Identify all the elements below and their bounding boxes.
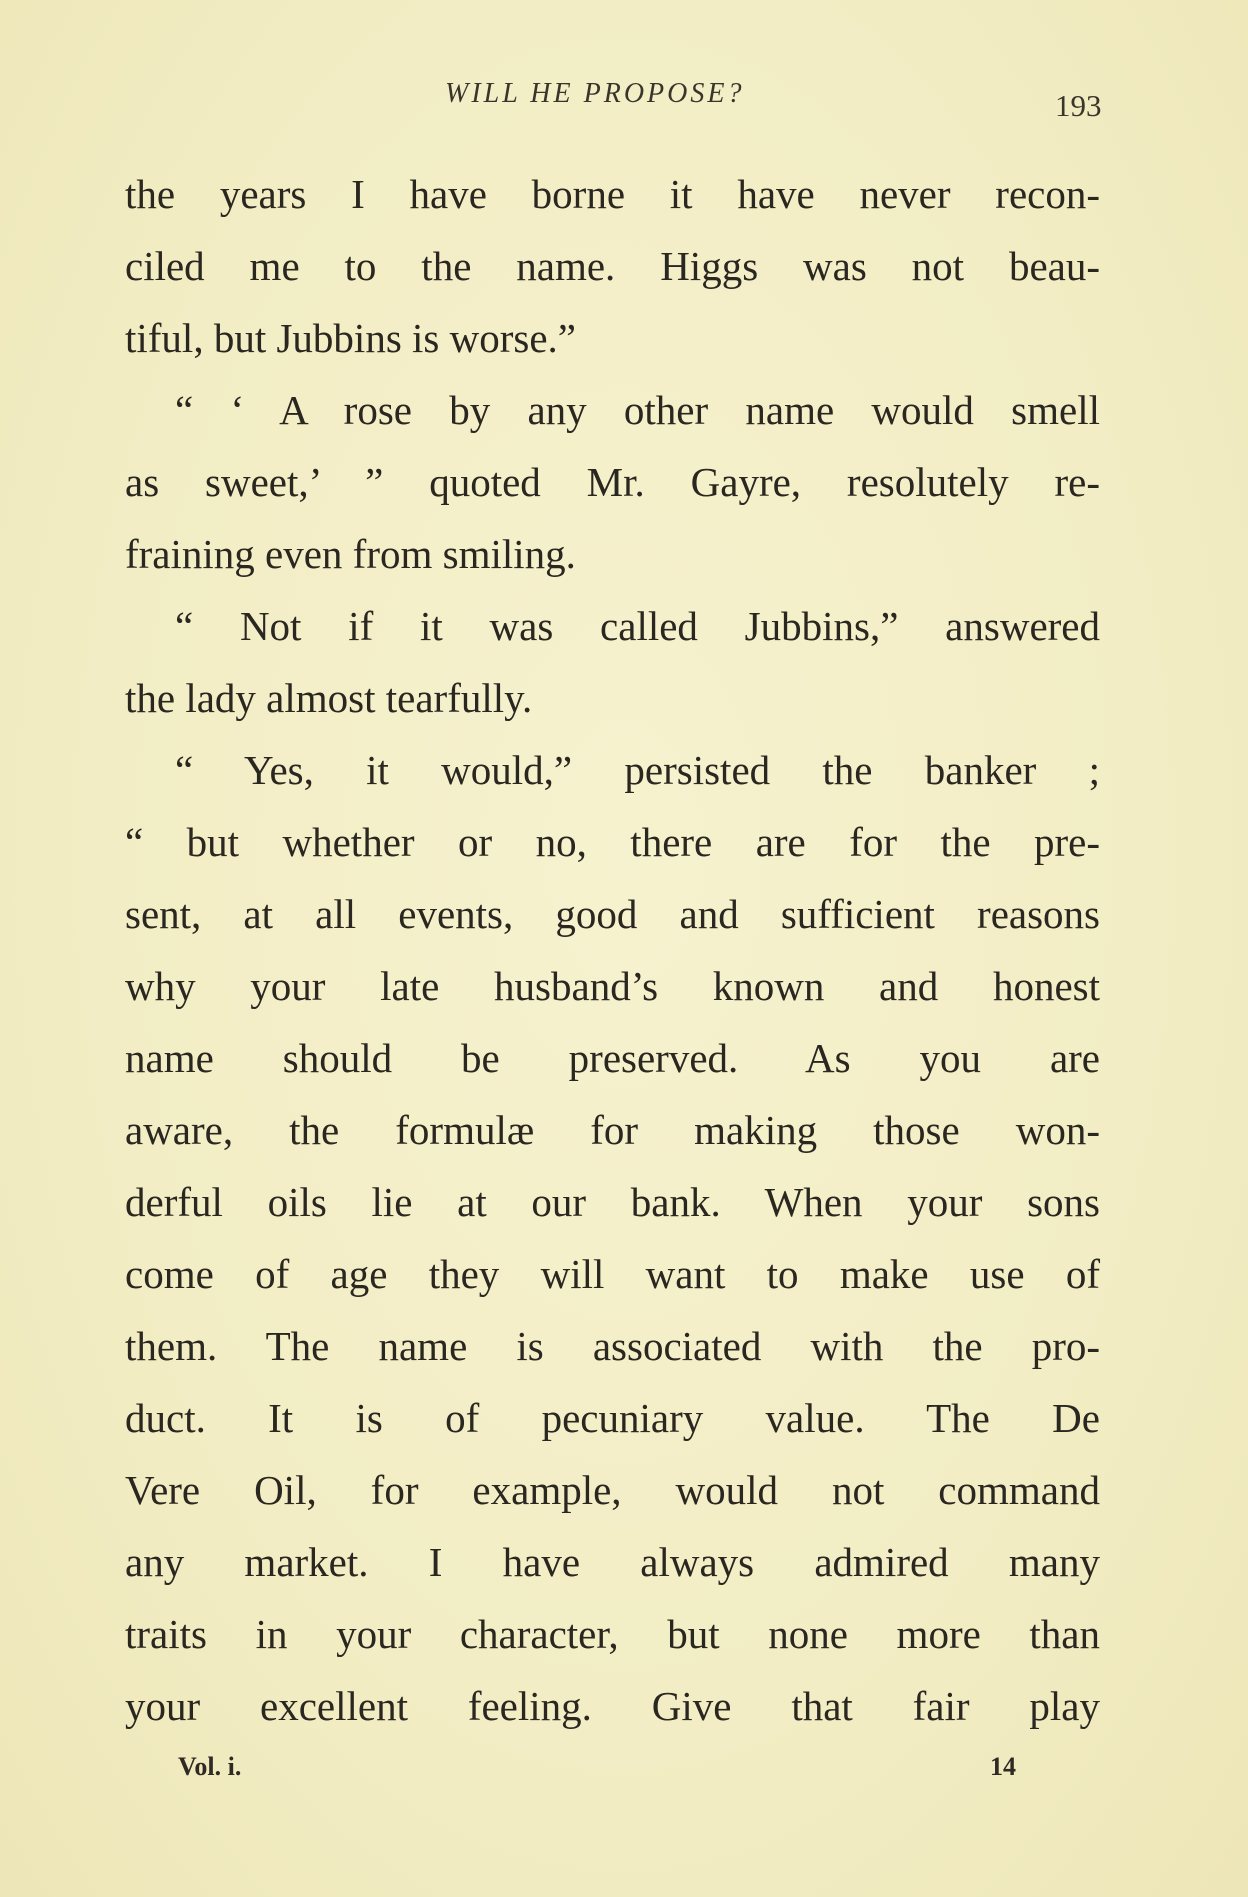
- text-line: the years I have borne it have never recon-: [125, 171, 1100, 217]
- text-line: “ Not if it was called Jubbins,” answered: [175, 603, 1100, 649]
- signature-mark: Vol. i.: [178, 1752, 242, 1781]
- text-line: any market. I have always admired many: [125, 1539, 1100, 1585]
- sheet-number: 14: [990, 1752, 1016, 1781]
- text-line: “ but whether or no, there are for the pre-: [125, 819, 1100, 865]
- text-line: derful oils lie at our bank. When your sons: [125, 1179, 1100, 1225]
- text-line: duct. It is of pecuniary value. The De: [125, 1395, 1100, 1441]
- text-line: traits in your character, but none more than: [125, 1611, 1100, 1657]
- text-line: fraining even from smiling.: [125, 531, 576, 577]
- text-line: them. The name is associated with the pro-: [125, 1323, 1100, 1369]
- text-line: why your late husband’s known and honest: [125, 963, 1100, 1009]
- page-number: 193: [1055, 88, 1102, 123]
- text-line: come of age they will want to make use of: [125, 1251, 1100, 1297]
- running-head: WILL HE PROPOSE?: [445, 78, 745, 109]
- text-line: “ Yes, it would,” persisted the banker ;: [175, 747, 1100, 793]
- text-line: ciled me to the name. Higgs was not beau-: [125, 243, 1100, 289]
- text-line: aware, the formulæ for making those won-: [125, 1107, 1100, 1153]
- text-line: the lady almost tearfully.: [125, 675, 533, 721]
- text-line: tiful, but Jubbins is worse.”: [125, 315, 576, 361]
- body-text: [125, 158, 1100, 1742]
- text-line: as sweet,’ ” quoted Mr. Gayre, resolutely re-: [125, 459, 1100, 505]
- text-line: name should be preserved. As you are: [125, 1035, 1100, 1081]
- text-line: “ ‘ A rose by any other name would smell: [175, 387, 1100, 433]
- text-line: Vere Oil, for example, would not command: [125, 1467, 1100, 1513]
- text-line: your excellent feeling. Give that fair play: [125, 1683, 1100, 1729]
- text-line: sent, at all events, good and sufficient reasons: [125, 891, 1100, 937]
